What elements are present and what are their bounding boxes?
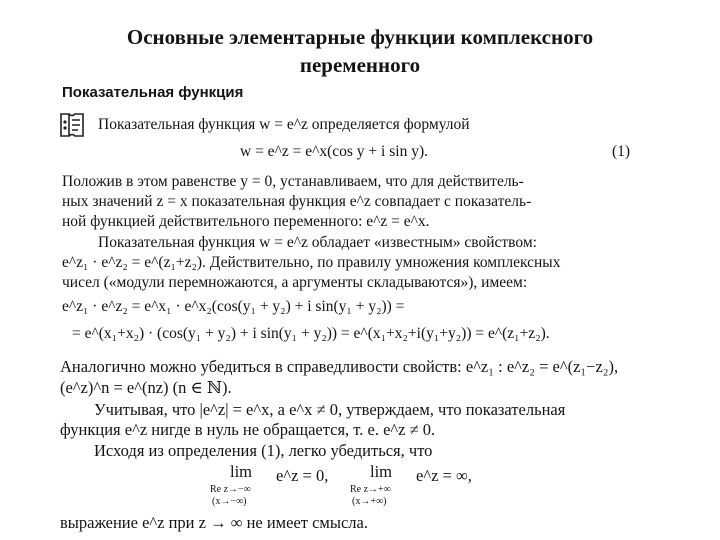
paragraph-2-line-1: Положив в этом равенстве y = 0, устанавливаем, что для действитель- bbox=[62, 173, 524, 190]
limit-2-condition: Re z→+∞ bbox=[350, 484, 391, 495]
paragraph-1: Показательная функция w = e^z определяется формулой bbox=[98, 116, 470, 133]
limit-2-operator: lim bbox=[370, 462, 393, 481]
book-icon bbox=[58, 110, 86, 140]
page-title-line-1: Основные элементарные функции комплексного bbox=[126, 25, 594, 49]
formula-1-number: (1) bbox=[612, 143, 631, 160]
paragraph-2-line-2: ных значений z = x показательная функция e^z совпадает с показатель- bbox=[62, 193, 532, 210]
limit-1-condition: Re z→−∞ bbox=[210, 484, 251, 495]
paragraph-4-line-2: (e^z)^n = e^(nz) (n ∈ ℕ). bbox=[60, 378, 232, 397]
page-title-line-2: переменного bbox=[299, 53, 421, 77]
paragraph-3-line-2: e^z₁ · e^z₂ = e^(z₁+z₂). Действительно, по правилу умножения комплексных bbox=[62, 254, 561, 271]
section-heading: Показательная функция bbox=[62, 84, 244, 101]
paragraph-4-line-1: Аналогично можно убедиться в справедливости свойств: e^z₁ : e^z₂ = e^(z₁−z₂), bbox=[60, 357, 619, 376]
paragraph-3-line-1: Показательная функция w = e^z обладает «известным» свойством: bbox=[98, 234, 537, 251]
formula-1: w = e^z = e^x(cos y + i sin y). bbox=[240, 143, 428, 160]
paragraph-7: выражение e^z при z → ∞ не имеет смысла. bbox=[60, 513, 368, 532]
paragraph-3-line-3: чисел («модули перемножаются, а аргументы складываются»), имеем: bbox=[62, 274, 528, 291]
paragraph-2-line-3: ной функцией действительного переменного: e^z = e^x. bbox=[62, 213, 430, 230]
limit-1-condition-alt: (x→−∞) bbox=[212, 496, 247, 507]
limit-2-expression: e^z = ∞, bbox=[416, 466, 472, 485]
formula-2-line-2: = e^(x₁+x₂) · (cos(y₁ + y₂) + i sin(y₁ + y₂)) = e^(x₁+x₂+i(y₁+y₂)) = e^(z₁+z₂). bbox=[72, 325, 550, 342]
limit-1-expression: e^z = 0, bbox=[276, 466, 329, 485]
limit-2-condition-alt: (x→+∞) bbox=[352, 496, 387, 507]
limit-1-operator: lim bbox=[230, 462, 253, 481]
paragraph-5-line-2: функция e^z нигде в нуль не обращается, т. е. e^z ≠ 0. bbox=[60, 420, 436, 439]
paragraph-5-line-1: Учитывая, что |e^z| = e^x, а e^x ≠ 0, утверждаем, что показательная bbox=[94, 400, 566, 419]
formula-2-line-1: e^z₁ · e^z₂ = e^x₁ · e^x₂(cos(y₁ + y₂) + i sin(y₁ + y₂)) = bbox=[62, 298, 405, 315]
paragraph-6-line-1: Исходя из определения (1), легко убедиться, что bbox=[94, 441, 433, 460]
